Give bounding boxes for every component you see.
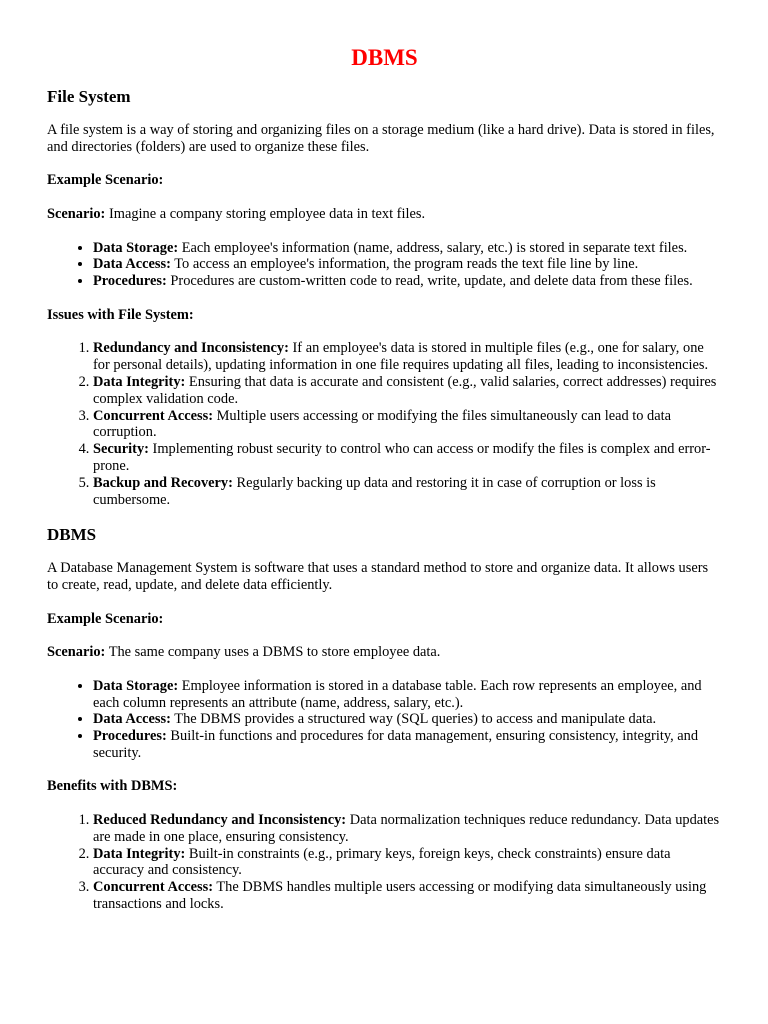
file-system-issues-label: Issues with File System:: [47, 306, 194, 323]
item-label: Reduced Redundancy and Inconsistency:: [93, 812, 347, 829]
list-item: [93, 879, 722, 913]
item-label: Data Access:: [93, 256, 171, 273]
list-item: [93, 240, 722, 257]
item-label: Backup and Recovery:: [93, 474, 233, 491]
file-system-scenario: [47, 206, 722, 223]
item-text: Each employee's information (name, address, salary, etc.) is stored in separate text files.: [178, 239, 688, 256]
item-text: Implementing robust security to control who can access or modify the files is complex and error-prone.: [93, 441, 711, 474]
item-label: Concurrent Access:: [93, 407, 214, 424]
dbms-example-label: Example Scenario:: [47, 610, 164, 627]
file-system-heading: File System: [47, 87, 131, 106]
item-text: Multiple users accessing or modifying the files simultaneously can lead to data corruption.: [93, 407, 672, 441]
item-label: Data Integrity:: [93, 845, 186, 862]
file-system-example-label: Example Scenario:: [47, 172, 164, 189]
item-text: Ensuring that data is accurate and consistent (e.g., valid salaries, correct addresses) requires complex validation code.: [93, 373, 717, 407]
item-text: The DBMS handles multiple users accessing or modifying data simultaneously using transactions and locks.: [93, 879, 707, 913]
item-label: Data Integrity:: [93, 373, 186, 390]
list-item: [93, 475, 722, 509]
list-item: [93, 340, 722, 374]
dbms-heading: DBMS: [47, 525, 97, 545]
item-label: Redundancy and Inconsistency:: [93, 340, 289, 357]
item-text: Data normalization techniques reduce redundancy. Data updates are made in one place, ensuring consistency.: [93, 812, 720, 845]
dbms-intro: A Database Management System is software that uses a standard method to store and organize data. It allows users to create, read, update, and delete data efficiently.: [47, 560, 709, 593]
item-text: Built-in functions and procedures for data management, ensuring consistency, integrity, and security.: [93, 728, 699, 761]
scenario-label: Scenario:: [47, 205, 106, 222]
scenario-label: Scenario:: [47, 644, 106, 661]
item-text: Employee information is stored in a database table. Each row represents an employee, and each column represents an attribute (name, address, salary, etc.).: [93, 677, 702, 711]
item-label: Procedures:: [93, 273, 167, 290]
document-title: DBMS: [351, 45, 418, 70]
item-label: Concurrent Access:: [93, 879, 214, 896]
list-item: [93, 273, 722, 290]
list-item: [93, 711, 722, 728]
item-label: Procedures:: [93, 728, 167, 745]
item-text: Built-in constraints (e.g., primary keys, foreign keys, check constraints) ensure data accuracy and consistency.: [93, 845, 671, 879]
item-text: Procedures are custom-written code to read, write, update, and delete data from these files.: [166, 273, 693, 290]
item-text: The DBMS provides a structured way (SQL queries) to access and manipulate data.: [170, 711, 657, 728]
list-item: [93, 812, 722, 846]
dbms-benefits-label: Benefits with DBMS:: [47, 778, 178, 795]
list-item: [93, 256, 722, 273]
file-system-issues-list: [47, 340, 722, 508]
list-item: [93, 441, 722, 475]
scenario-text: The same company uses a DBMS to store employee data.: [105, 644, 441, 661]
list-item: [93, 374, 722, 408]
item-text: Regularly backing up data and restoring it in case of corruption or loss is cumbersome.: [93, 474, 656, 508]
item-label: Data Storage:: [93, 677, 179, 694]
list-item: [93, 846, 722, 880]
dbms-bullet-list: [47, 678, 722, 762]
item-label: Security:: [93, 441, 149, 458]
file-system-intro: A file system is a way of storing and organizing files on a storage medium (like a hard drive). Data is stored in files, and directories (folders) are used to organize these files.: [47, 122, 715, 155]
dbms-benefits-list: [47, 812, 722, 913]
item-label: Data Storage:: [93, 239, 179, 256]
scenario-text: Imagine a company storing employee data in text files.: [105, 205, 426, 222]
list-item: [93, 728, 722, 762]
list-item: [93, 408, 722, 442]
file-system-bullet-list: [47, 240, 722, 290]
item-text: To access an employee's information, the program reads the text file line by line.: [170, 256, 639, 273]
item-label: Data Access:: [93, 711, 171, 728]
item-text: If an employee's data is stored in multiple files (e.g., one for salary, one for personal details), updating information in one file requires updating all files, leading to inconsistencies.: [93, 340, 709, 374]
dbms-scenario: [47, 644, 722, 661]
list-item: [93, 678, 722, 712]
